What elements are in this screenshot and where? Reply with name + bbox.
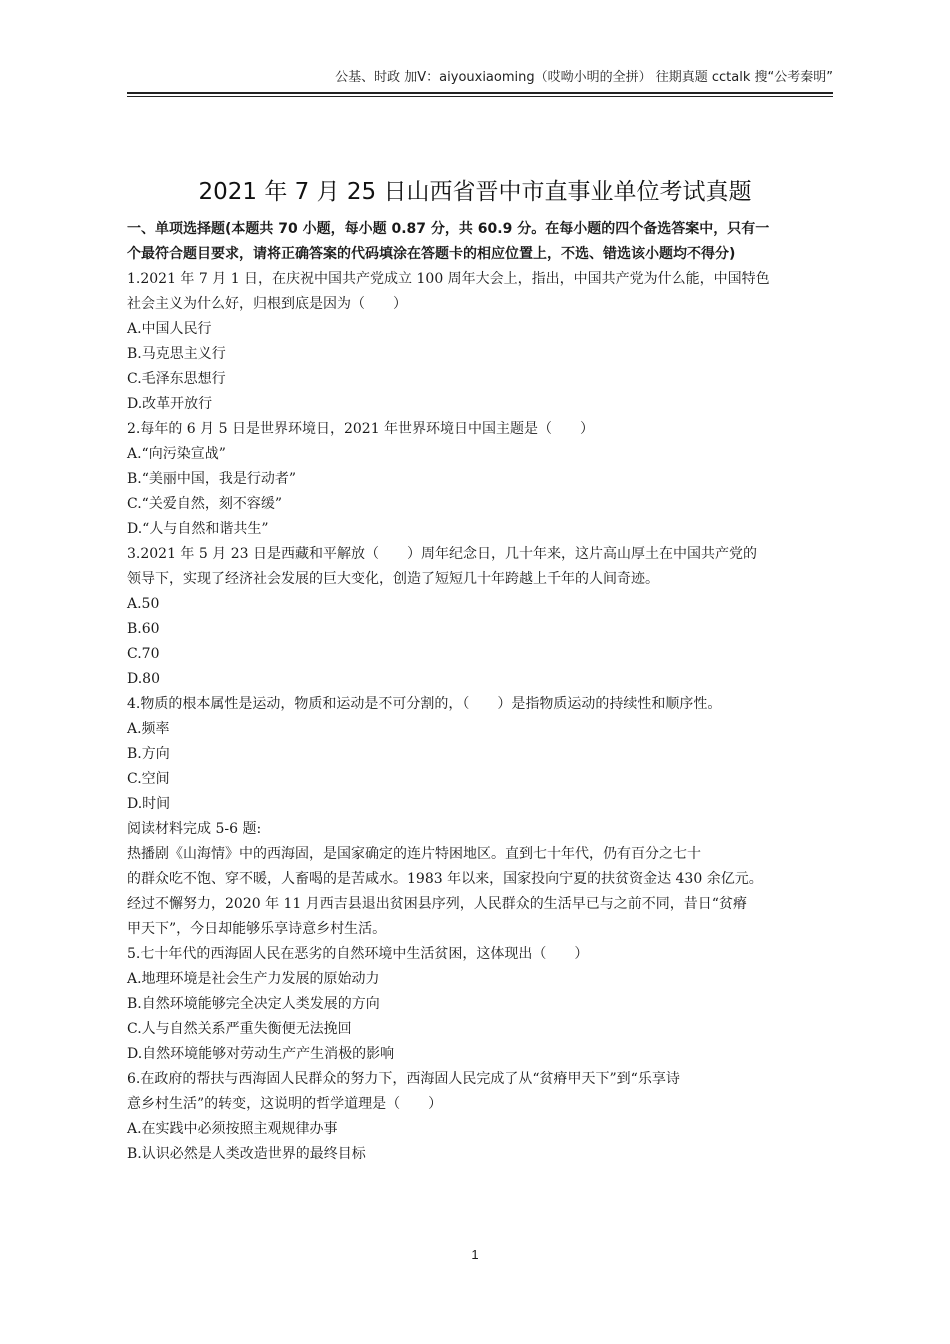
option-a: A.频率 — [127, 721, 170, 737]
section-heading-line-1: 一、单项选择题(本题共 70 小题，每小题 0.87 分，共 60.9 分。在每小题的四个备选答案中，只有一 — [127, 221, 770, 237]
section-heading-line-2: 个最符合题目要求，请将正确答案的代码填涂在答题卡的相应位置上，不选、错选该小题均不得分) — [127, 246, 736, 262]
header-rule-thick — [127, 92, 833, 94]
material-line: 热播剧《山海情》中的西海固，是国家确定的连片特困地区。直到七十年代，仍有百分之七十 — [127, 846, 701, 862]
question-6 — [127, 1067, 837, 1167]
option-c: C.人与自然关系严重失衡便无法挽回 — [127, 1021, 352, 1037]
option-b: B.自然环境能够完全决定人类发展的方向 — [127, 996, 380, 1012]
header-rule-thin — [127, 96, 833, 97]
material-intro: 阅读材料完成 5-6 题: — [127, 821, 262, 837]
question-stem-line: 6.在政府的帮扶与西海固人民群众的努力下，西海固人民完成了从“贫瘠甲天下”到“乐享诗 — [127, 1071, 680, 1087]
question-stem-line: 5.七十年代的西海固人民在恶劣的自然环境中生活贫困，这体现出（ ） — [127, 946, 589, 962]
question-3 — [127, 542, 837, 692]
exam-content — [127, 217, 837, 1167]
question-4 — [127, 692, 837, 817]
page-number: 1 — [471, 1247, 479, 1262]
option-a: A.50 — [127, 596, 160, 612]
option-a: A.在实践中必须按照主观规律办事 — [127, 1121, 338, 1137]
option-d: D.自然环境能够对劳动生产产生消极的影响 — [127, 1046, 395, 1062]
reading-material — [127, 817, 837, 942]
question-stem-line: 1.2021 年 7 月 1 日，在庆祝中国共产党成立 100 周年大会上，指出，中国共产党为什么能，中国特色 — [127, 271, 770, 287]
question-stem-line: 4.物质的根本属性是运动，物质和运动是不可分割的，（ ）是指物质运动的持续性和顺序性。 — [127, 696, 722, 712]
question-stem-line: 领导下，实现了经济社会发展的巨大变化，创造了短短几十年跨越上千年的人间奇迹。 — [127, 571, 659, 587]
option-d: D.“人与自然和谐共生” — [127, 521, 269, 537]
page-title: 2021 年 7 月 25 日山西省晋中市直事业单位考试真题 — [198, 179, 752, 205]
option-c: C.“关爱自然，刻不容缓” — [127, 496, 282, 512]
option-b: B.认识必然是人类改造世界的最终目标 — [127, 1146, 366, 1162]
option-b: B.“美丽中国，我是行动者” — [127, 471, 297, 487]
question-stem-line: 2.每年的 6 月 5 日是世界环境日，2021 年世界环境日中国主题是（ ） — [127, 421, 595, 437]
page-header: 公基、时政 加V：aiyouxiaoming（哎呦小明的全拼） 往期真题 cctalk 搜“公考秦明” — [335, 70, 833, 85]
option-d: D.时间 — [127, 796, 171, 812]
question-1 — [127, 267, 837, 417]
option-a: A.地理环境是社会生产力发展的原始动力 — [127, 971, 380, 987]
option-a: A.中国人民行 — [127, 321, 212, 337]
question-5 — [127, 942, 837, 1067]
material-line: 经过不懈努力，2020 年 11 月西吉县退出贫困县序列，人民群众的生活早已与之前不同，昔日“贫瘠 — [127, 896, 747, 912]
option-d: D.改革开放行 — [127, 396, 213, 412]
material-line: 的群众吃不饱、穿不暖，人畜喝的是苦咸水。1983 年以来，国家投向宁夏的扶贫资金达 430 余亿元。 — [127, 871, 763, 887]
question-stem-line: 社会主义为什么好，归根到底是因为（ ） — [127, 296, 407, 312]
option-c: C.空间 — [127, 771, 170, 787]
question-stem-line: 意乡村生活”的转变，这说明的哲学道理是（ ） — [127, 1096, 443, 1112]
option-b: B.马克思主义行 — [127, 346, 226, 362]
option-c: C.毛泽东思想行 — [127, 371, 226, 387]
option-b: B.60 — [127, 621, 160, 637]
question-stem-line: 3.2021 年 5 月 23 日是西藏和平解放（ ）周年纪念日，几十年来，这片高山厚土在中国共产党的 — [127, 546, 757, 562]
question-2 — [127, 417, 837, 542]
option-c: C.70 — [127, 646, 160, 662]
option-d: D.80 — [127, 671, 160, 687]
option-b: B.方向 — [127, 746, 170, 762]
material-line: 甲天下”，今日却能够乐享诗意乡村生活。 — [127, 921, 387, 937]
option-a: A.“向污染宣战” — [127, 446, 226, 462]
